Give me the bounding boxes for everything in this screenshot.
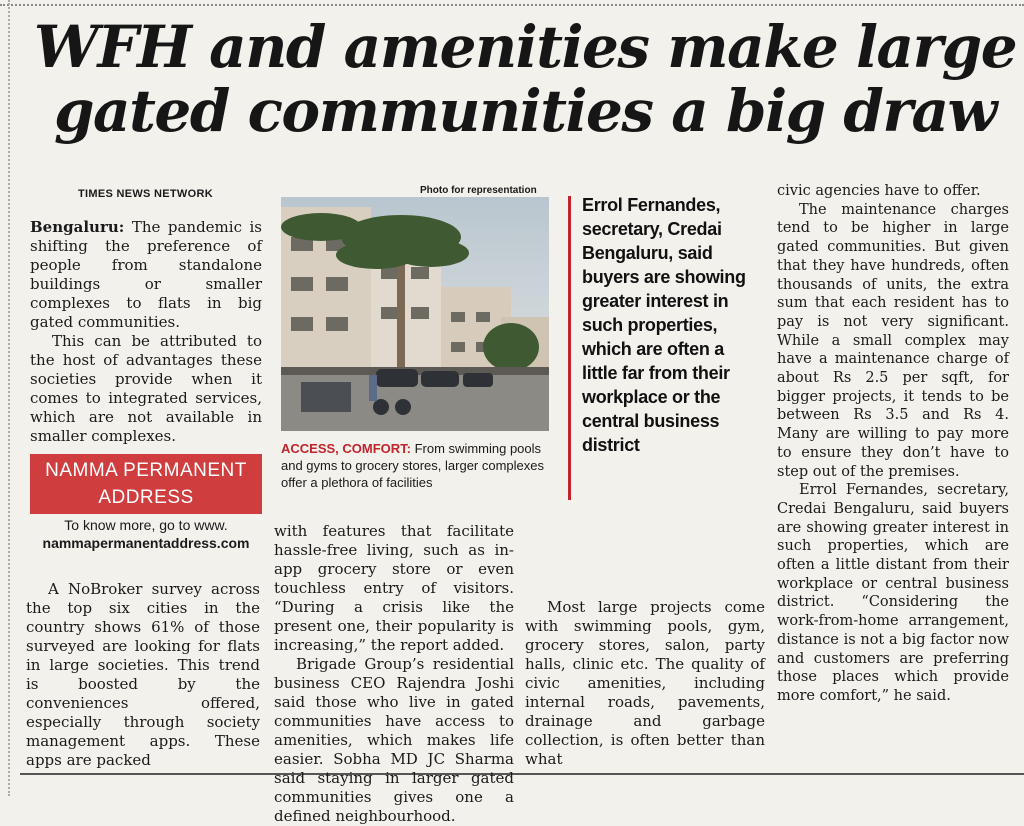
paragraph-4: Brigade Group’s residential business CEO Rajendra Joshi said those who live in gated communities have access to amenities, which makes life easier. Sobha MD JC Sharma said staying in larger gated communities gives one a defined neighbourhood. — [274, 655, 514, 825]
pullquote-bar — [568, 196, 571, 500]
photo-caption — [281, 440, 553, 491]
column-1-top — [30, 218, 262, 446]
caption-text: From swimming pools and gyms to grocery stores, larger complexes offer a plethora of facilities — [281, 441, 544, 490]
headline: WFH and amenities make large gated communities a big draw — [33, 13, 1017, 145]
dateline: Bengaluru: — [30, 218, 125, 236]
column-2 — [274, 522, 514, 826]
left-dotted-rule — [8, 0, 10, 796]
top-dotted-rule — [0, 4, 1024, 6]
caption-lead: ACCESS, COMFORT: — [281, 441, 411, 456]
paragraph-5: Most large projects come with swimming pools, gym, grocery stores, salon, party halls, clinic etc. The quality of civic amenities, including internal roads, pavements, drainage and garbage collection, is often better than what — [525, 598, 765, 768]
news-photo — [281, 197, 549, 431]
promo-text — [30, 516, 262, 552]
promo-url[interactable]: nammapermanentaddress.com — [42, 535, 250, 551]
column-1-bottom — [26, 580, 260, 770]
column-4 — [777, 182, 1009, 706]
paragraph-7: Errol Fernandes, secretary, Credai Bengaluru, said buyers are showing greater interest in such properties, which are often a little distant from their workplace or central business district. “Considering the work-from-home arrangement, distance is not a big factor now and customers are preferring those places which provide more comfort,” he said. — [777, 482, 1009, 704]
paragraph-1: The pandemic is shifting the preference of people from standalone buildings or smaller complexes to flats in big gated communities. — [30, 218, 262, 331]
paragraph-3b: with features that facilitate hassle-free living, such as in-app grocery store or even touchless entry of visitors. “During a crisis like the present one, their popularity is increasing,” the report added. — [274, 522, 514, 654]
paragraph-3: A NoBroker survey across the top six cities in the country shows 61% of those surveyed are looking for flats in large societies. This trend is boosted by the conveniences offered, especially through society management apps. These apps are packed — [26, 580, 260, 769]
byline: TIMES NEWS NETWORK — [78, 188, 213, 200]
pull-quote: Errol Fernandes, secretary, Credai Bengaluru, said buyers are showing greater interest in such properties, which are often a little far from their workplace or the central business district — [582, 195, 746, 455]
promo-banner: NAMMA PERMANENT ADDRESS — [30, 454, 262, 514]
photo-credit: Photo for representation — [420, 185, 537, 196]
paragraph-2: This can be attributed to the host of advantages these societies provide when it comes to integrated services, which are not available in smaller complexes. — [30, 332, 262, 445]
paragraph-5b: civic agencies have to offer. — [777, 183, 981, 199]
bottom-rule — [20, 773, 1024, 775]
column-3 — [525, 598, 765, 769]
apartment-photo-illustration — [281, 197, 549, 431]
promo-line: To know more, go to www. — [64, 517, 228, 533]
paragraph-6: The maintenance charges tend to be higher in large gated communities. But given that they have hundreds, often thousands of units, the extra sum that each resident has to pay is not very significant. While a small complex may have a maintenance charge of about Rs 2.5 per sqft, for bigger projects, it tends to be between Rs 3.5 and Rs 4. Many are willing to pay more to ensure they don’t have to step out of the premises. — [777, 201, 1009, 480]
